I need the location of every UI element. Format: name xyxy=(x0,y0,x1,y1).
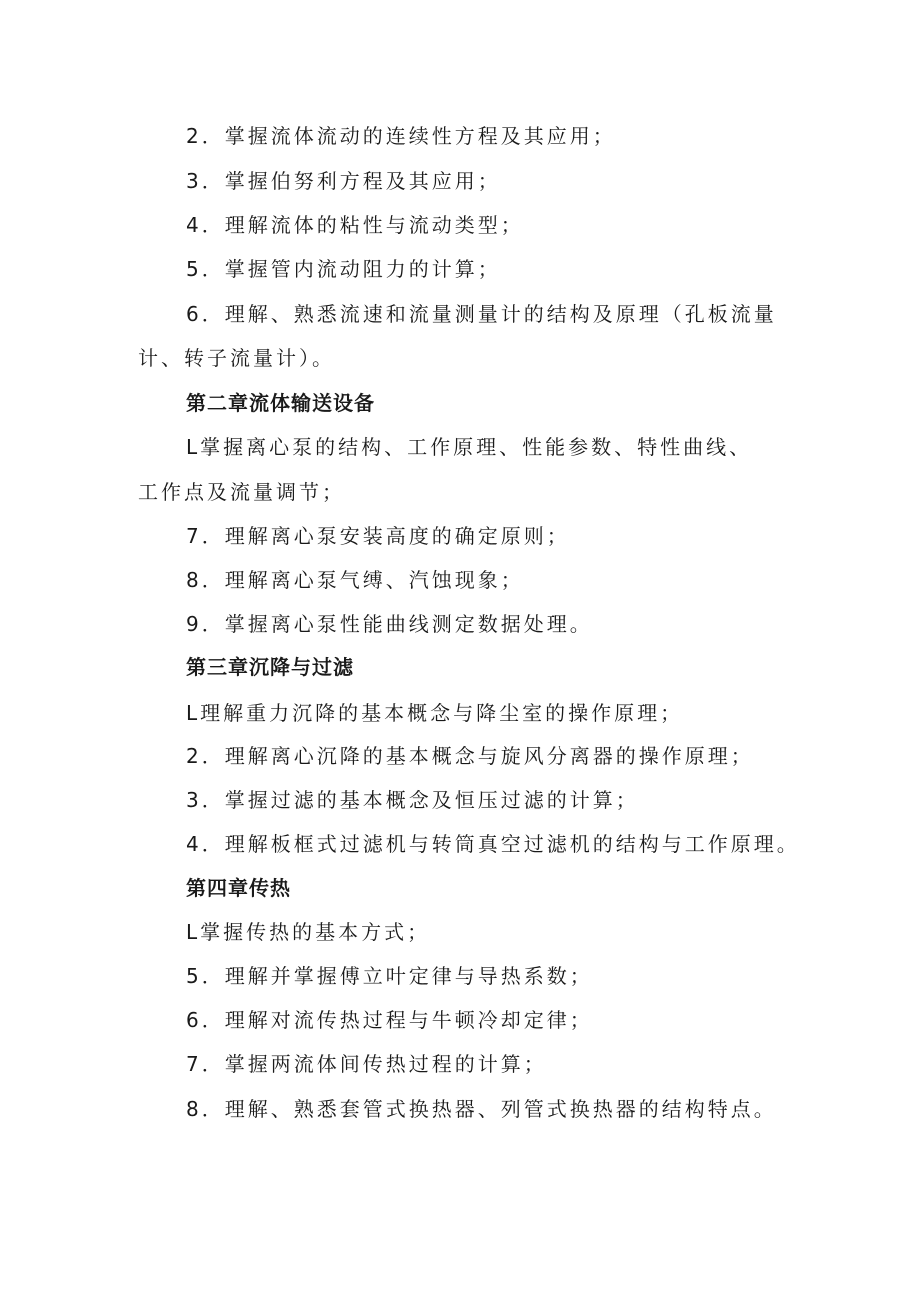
chapter-heading: 第三章沉降与过滤 xyxy=(186,655,354,679)
objective-item: 3．掌握过滤的基本概念及恒压过滤的计算； xyxy=(186,788,639,812)
objective-item: L理解重力沉降的基本概念与降尘室的操作原理； xyxy=(186,701,684,725)
objective-item: 6．理解、熟悉流速和流量测量计的结构及原理（孔板流量 xyxy=(186,302,777,326)
objective-item: 5．掌握管内流动阻力的计算； xyxy=(186,257,501,281)
objective-item: 4．理解流体的粘性与流动类型； xyxy=(186,213,524,237)
objective-item: 3．掌握伯努利方程及其应用； xyxy=(186,169,501,193)
objective-item: 9．掌握离心泵性能曲线测定数据处理。 xyxy=(186,612,593,636)
objective-item: 2．掌握流体流动的连续性方程及其应用； xyxy=(186,124,616,148)
objective-item: L掌握离心泵的结构、工作原理、性能参数、特性曲线、 xyxy=(186,435,753,459)
objective-item-continuation: 工作点及流量调节； xyxy=(138,480,345,504)
objective-item-continuation: 计、转子流量计）。 xyxy=(138,346,335,370)
objective-item: 5．理解并掌握傅立叶定律与导热系数； xyxy=(186,964,593,988)
chapter-heading: 第二章流体输送设备 xyxy=(186,391,375,415)
objective-item: 2．理解离心沉降的基本概念与旋风分离器的操作原理； xyxy=(186,744,754,768)
objective-item: 8．理解、熟悉套管式换热器、列管式换热器的结构特点。 xyxy=(186,1097,777,1121)
objective-item: 7．理解离心泵安装高度的确定原则； xyxy=(186,524,570,548)
objective-item: L掌握传热的基本方式； xyxy=(186,920,431,944)
chapter-heading: 第四章传热 xyxy=(186,876,291,900)
objective-item: 7．掌握两流体间传热过程的计算； xyxy=(186,1052,547,1076)
objective-item: 6．理解对流传热过程与牛顿冷却定律； xyxy=(186,1008,593,1032)
objective-item: 4．理解板框式过滤机与转筒真空过滤机的结构与工作原理。 xyxy=(186,832,800,856)
objective-item: 8．理解离心泵气缚、汽蚀现象； xyxy=(186,568,524,592)
